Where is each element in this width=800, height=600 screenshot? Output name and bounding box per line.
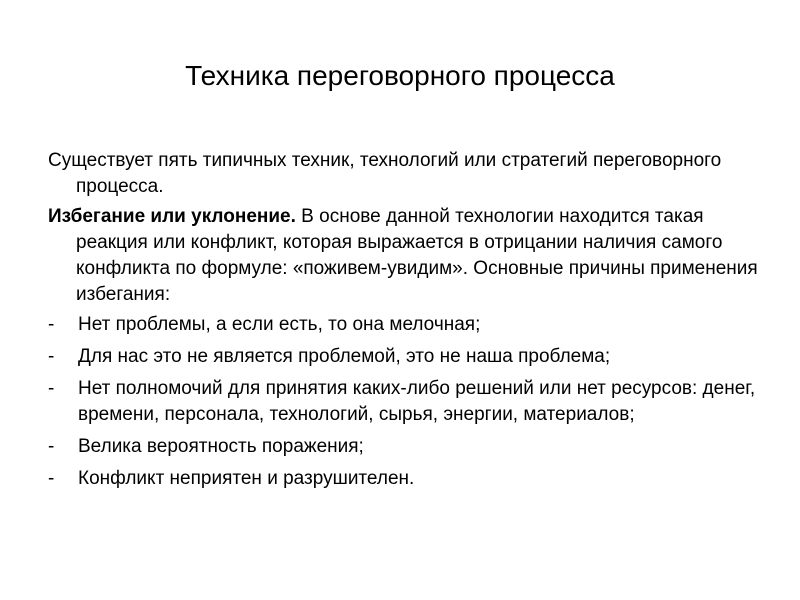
list-item bbox=[48, 376, 768, 428]
dash-bullet-icon: - bbox=[48, 468, 55, 489]
avoidance-description: В основе данной технологии находится такая реакция или конфликт, которая выражается в отрицании наличия самого конфликта по формуле: «поживем-увидим». Основные причины применения избегания: bbox=[76, 206, 758, 305]
slide-title: Техника переговорного процесса bbox=[185, 60, 615, 91]
list-item-text: Нет проблемы, а если есть, то она мелочная; bbox=[78, 314, 481, 335]
list-item bbox=[48, 344, 768, 370]
dash-bullet-icon: - bbox=[48, 346, 55, 367]
avoidance-paragraph bbox=[48, 204, 768, 308]
avoidance-heading: Избегание или уклонение. bbox=[48, 206, 296, 227]
slide-body bbox=[48, 148, 768, 498]
list-item-text: Для нас это не является проблемой, это не наша проблема; bbox=[78, 346, 611, 367]
dash-bullet-icon: - bbox=[48, 378, 55, 399]
list-item-text: Велика вероятность поражения; bbox=[78, 436, 364, 457]
intro-paragraph: Существует пять типичных техник, технологий или стратегий переговорного процесса. bbox=[48, 150, 722, 197]
list-item-text: Конфликт неприятен и разрушителен. bbox=[78, 468, 415, 489]
list-item bbox=[48, 434, 768, 460]
dash-bullet-icon: - bbox=[48, 436, 55, 457]
list-item bbox=[48, 312, 768, 338]
list-item-text: Нет полномочий для принятия каких-либо решений или нет ресурсов: денег, времени, персонала, технологий, сырья, энергии, материалов; bbox=[78, 378, 756, 425]
reasons-list bbox=[48, 312, 768, 492]
list-item bbox=[48, 466, 768, 492]
dash-bullet-icon: - bbox=[48, 314, 55, 335]
